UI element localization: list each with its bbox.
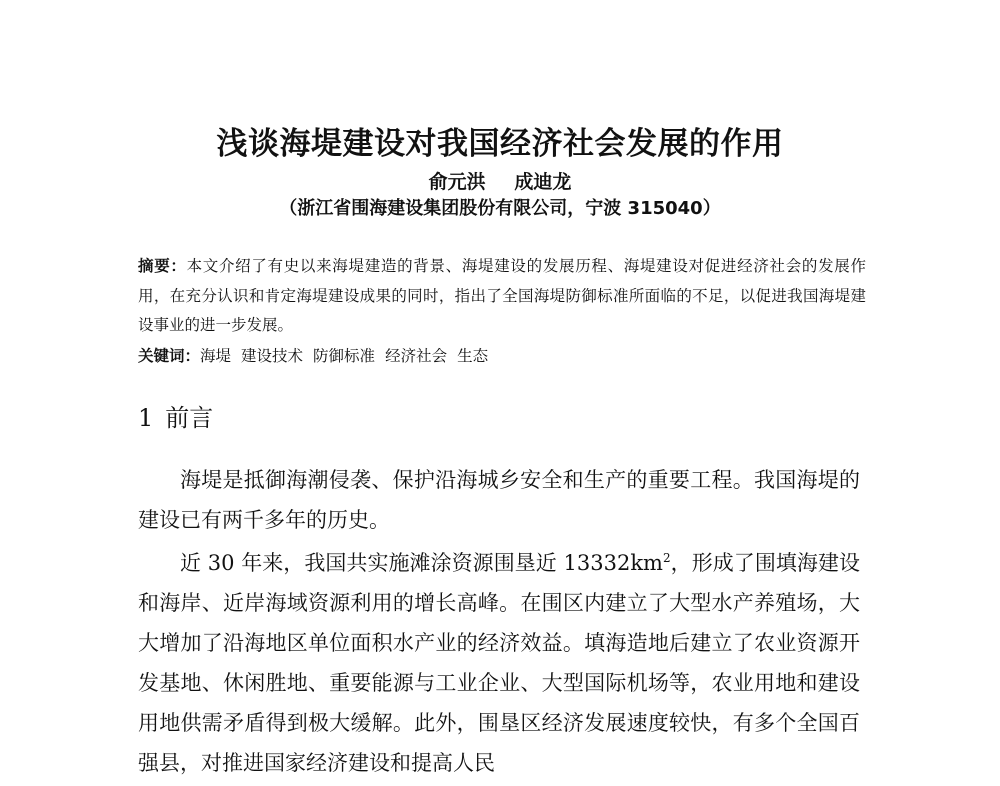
paragraph: 海堤是抵御海潮侵袭、保护沿海城乡安全和生产的重要工程。我国海堤的建设已有两千多年的历史。 [138, 468, 860, 532]
abstract-text: 本文介绍了有史以来海堤建造的背景、海堤建设的发展历程、海堤建设对促进经济社会的发展作用，在充分认识和肯定海堤建设成果的同时，指出了全国海堤防御标准所面临的不足，以促进我国海堤建设事业的进一步发展。 [138, 257, 866, 334]
paper-title: 浅谈海堤建设对我国经济社会发展的作用 [216, 126, 784, 162]
author-name: 俞元洪 [428, 171, 486, 193]
author-list [0, 167, 1000, 194]
abstract [138, 252, 866, 341]
section-title: 前言 [165, 404, 214, 432]
keywords [138, 342, 866, 371]
section-number: 1 [138, 404, 154, 432]
keyword: 海堤 [200, 347, 232, 365]
keyword: 经济社会 [385, 347, 448, 365]
keyword: 生态 [457, 347, 489, 365]
section-heading [138, 398, 213, 433]
author-name: 成迪龙 [514, 171, 572, 193]
paragraph-text: ，形成了围填海建设和海岸、近岸海域资源利用的增长高峰。在围区内建立了大型水产养殖场，大大增加了沿海地区单位面积水产业的经济效益。填海造地后建立了农业资源开发基地、休闲胜地、重要能源与工业企业、大型国际机场等，农业用地和建设用地供需矛盾得到极大缓解。此外，围垦区经济发展速度较快，有多个全国百强县，对推进国家经济建设和提高人民 [138, 551, 860, 775]
paragraph-text: 近 30 年来，我国共实施滩涂资源围垦近 13332km [180, 551, 663, 575]
keyword: 建设技术 [241, 347, 304, 365]
keywords-label: 关键词： [138, 347, 201, 365]
paragraph [138, 543, 860, 783]
author-affiliation: （浙江省围海建设集团股份有限公司，宁波 315040） [279, 198, 721, 219]
abstract-label: 摘要： [138, 257, 187, 275]
body-text [138, 460, 860, 786]
keyword: 防御标准 [313, 347, 376, 365]
superscript: 2 [662, 551, 671, 565]
